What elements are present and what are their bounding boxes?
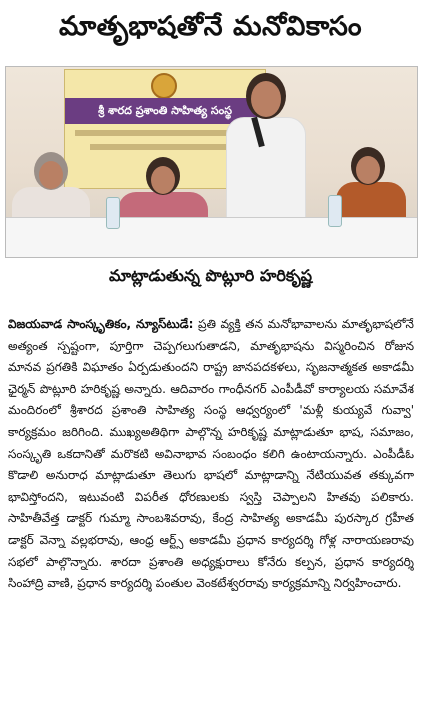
water-bottle [328, 195, 342, 227]
article-body [8, 314, 414, 706]
event-photo [5, 66, 418, 258]
banner-logo [151, 73, 177, 99]
article-dateline: విజయవాడ సాంస్కృతికం, న్యూస్‌టుడే: [8, 317, 194, 331]
headline: మాతృభాషతోనే మనోవికాసం [58, 11, 363, 42]
article-text: ప్రతి వ్యక్తి తన మనోభావాలను మాతృభాషలోనే అత్యంత స్పష్టంగా, పూర్తిగా చెప్పగలుగుతాడని, మాతృభాషను విస్మరించిన రోజున మానవ ప్రగతికి విఘాతం ఏర్పడుతుందని రాష్ట్ర జానపదకళలు, సృజనాత్మకత అకాడమీ ఛైర్మన్ పొట్లూరి హరికృష్ణ అన్నారు. ఆదివారం గాంధీనగర్ ఎంపీడీవో కార్యాలయ సమావేశ మందిరంలో శ్రీశారద ప్రశాంతి సాహిత్య సంస్థ ఆధ్వర్యంలో 'మళ్లీ కుయ్యవే గువ్వా' కార్యక్రమం జరిగింది. ముఖ్యఅతిథిగా పాల్గొన్న హరికృష్ణ మాట్లాడుతూ భాష, సమాజం, సంస్కృతి ఒకదానితో మరొకటి అవినాభావ సంబంధం కలిగి ఉంటాయన్నారు. ఎంపీడీఓ కొడాలి అనురాధ మాట్లాడుతూ తెలుగు భాషలో మాట్లాడాన్ని నేటియువత తక్కువగా భావిస్తోందని, ఇటువంటి విపరీత ధోరణులకు స్వస్తి చెప్పాలని హితవు పలికారు. సాహితీవేత్త డాక్టర్ గుమ్మా సాంబశివరావు, కేంద్ర సాహిత్య అకాడమీ పురస్కార గ్రహీత డాక్టర్ వెన్నా వల్లభరావు, ఆంధ్ర ఆర్ట్స్ అకాడమీ ప్రధాన కార్యదర్శి గోళ్ల నారాయణరావు సభలో పాల్గొన్నారు. శారదా ప్రశాంతి అధ్యక్షురాలు కోనేరు కల్పన, ప్రధాన కార్యదర్శి సింహాద్రి వాణి, ప్రధాన కార్యదర్శి పంతుల వెంకటేశ్వరరావు కార్యక్రమాన్ని నిర్వహించారు. [8, 317, 414, 591]
banner-subtext-line [90, 144, 240, 150]
water-bottle [106, 197, 120, 229]
banner-title: శ్రీ శారద ప్రశాంతి సాహిత్య సంస్థ [65, 98, 265, 124]
photo-caption: మాట్లాడుతున్న పొట్లూరి హరికృష్ణ [108, 266, 313, 285]
stage-table [6, 217, 417, 258]
